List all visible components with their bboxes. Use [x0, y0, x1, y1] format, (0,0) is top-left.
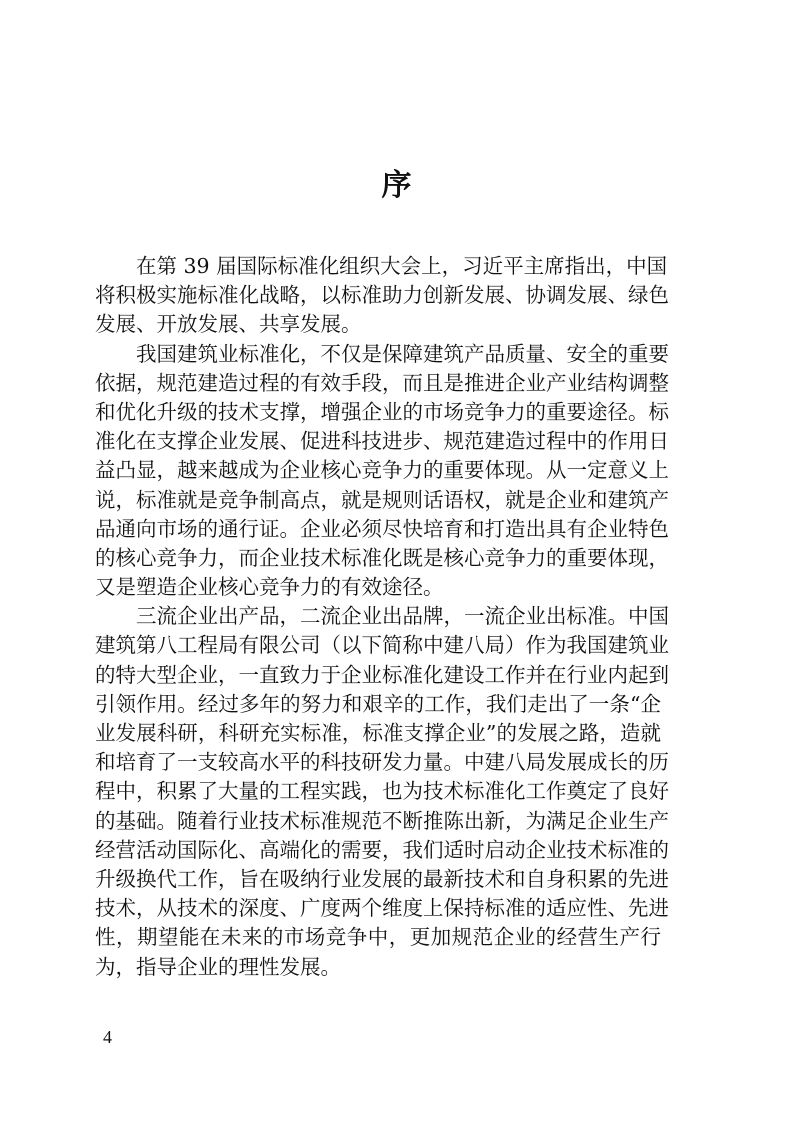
text-line: 发展、开放发展、共享发展。: [95, 312, 362, 337]
text-line: 性，期望能在未来的市场竞争中，更加规范企业的经营生产行: [95, 925, 661, 950]
text-line: 又是塑造企业核心竞争力的有效途径。: [95, 575, 444, 600]
preface-body: [95, 252, 669, 982]
text-line: 依据，规范建造过程的有效手段，而且是推进企业产业结构调整: [95, 370, 669, 395]
text-line: 程中，积累了大量的工程实践，也为技术标准化工作奠定了良好: [95, 779, 669, 804]
text-line: 的特大型企业，一直致力于企业标准化建设工作并在行业内起到: [95, 662, 669, 687]
text-line: 三流企业出产品，二流企业出品牌，一流企业出标准。中国: [136, 604, 669, 629]
text-line: 说，标准就是竞争制高点，就是规则话语权，就是企业和建筑产: [95, 487, 669, 512]
page-number: 4: [103, 1027, 112, 1047]
text-line: 在第 39 届国际标准化组织大会上，习近平主席指出，中国: [136, 254, 668, 278]
text-line: 经营活动国际化、高端化的需要，我们适时启动企业技术标准的: [95, 837, 669, 862]
text-line: 业发展科研，科研充实标准，标准支撑企业”的发展之路，造就: [95, 721, 661, 745]
text-line: 的基础。随着行业技术标准规范不断推陈出新，为满足企业生产: [95, 808, 669, 833]
text-line: 为，指导企业的理性发展。: [95, 954, 341, 979]
text-line: 准化在支撑企业发展、促进科技进步、规范建造过程中的作用日: [95, 429, 669, 454]
text-line: 技术，从技术的深度、广度两个维度上保持标准的适应性、先进: [95, 896, 669, 921]
text-line: 将积极实施标准化战略，以标准助力创新发展、协调发展、绿色: [95, 283, 669, 308]
text-line: 品通向市场的通行证。企业必须尽快培育和打造出具有企业特色: [95, 516, 669, 541]
text-line: 引领作用。经过多年的努力和艰辛的工作，我们走出了一条“企: [95, 691, 661, 716]
text-line: 的核心竞争力，而企业技术标准化既是核心竞争力的重要体现，: [95, 545, 669, 570]
text-line: 益凸显，越来越成为企业核心竞争力的重要体现。从一定意义上: [95, 458, 669, 483]
text-line: 和优化升级的技术支撑，增强企业的市场竞争力的重要途径。标: [95, 399, 669, 424]
page-title: 序: [381, 168, 412, 203]
text-line: 升级换代工作，旨在吸纳行业发展的最新技术和自身积累的先进: [95, 866, 669, 891]
text-line: 我国建筑业标准化，不仅是保障建筑产品质量、安全的重要: [136, 341, 669, 366]
text-line: 建筑第八工程局有限公司（以下简称中建八局）作为我国建筑业: [95, 633, 669, 658]
text-line: 和培育了一支较高水平的科技研发力量。中建八局发展成长的历: [95, 750, 669, 775]
